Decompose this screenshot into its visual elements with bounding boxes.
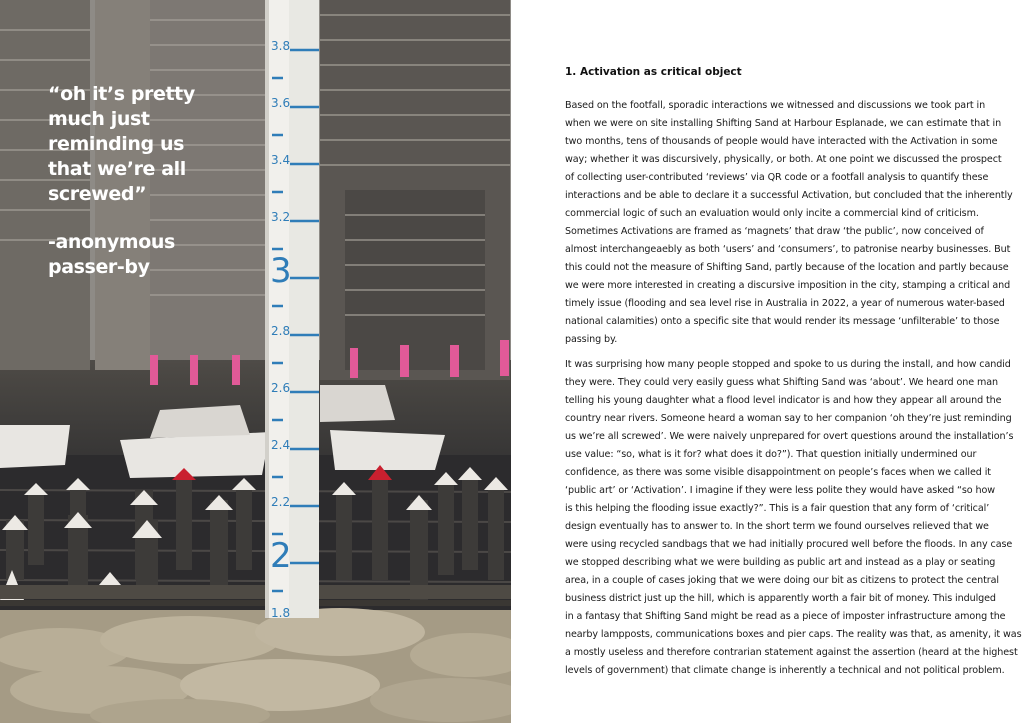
text-line: timely issue (flooding and sea level rise in Australia in 2022, a year of numerous water-based — [565, 298, 1005, 309]
quote-line: “oh it’s pretty — [48, 83, 195, 105]
text-line: nearby lampposts, communications boxes and pier caps. The reality was that, as amenity, it was — [565, 629, 1022, 640]
text-line: ‘public art’ or ‘Activation’. I imagine if they were less polite they would have asked “so how — [565, 485, 995, 496]
body-paragraph-2 — [565, 356, 1022, 680]
text-line: they were. They could very easily guess what Shifting Sand was ‘about’. We heard one man — [565, 377, 998, 388]
gauge-label: 3.4 — [271, 153, 291, 167]
quote-line: much just — [48, 108, 150, 130]
text-page — [511, 0, 1023, 723]
attribution-line: passer-by — [48, 256, 150, 278]
gauge-label: 2.8 — [271, 324, 291, 338]
text-line: country near rivers. Someone heard a woman say to her companion ‘oh they’re just reminding — [565, 413, 1012, 424]
text-line: commercial logic of such an evaluation would only incite a commercial kind of criticism. — [565, 208, 979, 219]
sandbags — [0, 608, 511, 723]
gauge-label: 2.2 — [271, 495, 291, 509]
text-line: a mostly useless and therefore contrarian statement against the assertion (heard at the highest — [565, 647, 1018, 658]
quote-attribution — [48, 230, 248, 280]
text-line: almost interchangeaebly as both ‘users’ and ‘consumers’, to patronise nearby businesses. But — [565, 244, 1011, 255]
text-line: national calamities) onto a specific site that would render its message ‘unfilterable’ to those — [565, 316, 1000, 327]
gauge-label: 3 — [270, 251, 292, 291]
photo-page — [0, 0, 511, 723]
text-line: of collecting user-contributed ‘reviews’ via QR code or a footfall analysis to quantify these — [565, 172, 989, 183]
text-line: us we’re all screwed’. We were naively unprepared for overt questions around the installation’s — [565, 431, 1014, 442]
quote-line: that we’re all — [48, 158, 186, 180]
quote-line: reminding us — [48, 133, 184, 155]
text-line: interactions and be able to declare it a successful Activation, but concluded that the inherently — [565, 190, 1013, 201]
text-line: when we were on site installing Shifting Sand at Harbour Esplanade, we can estimate that in — [565, 118, 1002, 129]
quote-line: screwed” — [48, 183, 147, 205]
gauge-label: 3.6 — [271, 96, 291, 110]
text-line: in a fantasy that Shifting Sand might be read as a piece of imposter infrastructure among the — [565, 611, 1006, 622]
text-line: confidence, as there was some visible disappointment on people’s faces when we called it — [565, 467, 991, 478]
body-paragraph-1 — [565, 97, 1013, 349]
gauge-label: 2 — [270, 536, 292, 576]
text-line: were using recycled sandbags that we had initially procured well before the floods. In any case — [565, 539, 1013, 550]
gauge-label: 2.6 — [271, 381, 291, 395]
text-line: design eventually has to answer to. In the short term we found ourselves relieved that we — [565, 521, 989, 532]
section-heading: 1. Activation as critical object — [565, 66, 742, 78]
gauge-label: 3.8 — [271, 39, 291, 53]
text-line: use value: “so, what is it for? what does it do?”). That question initially undermined our — [565, 449, 977, 460]
text-line: telling his young daughter what a flood level indicator is and how they appear all around the — [565, 395, 1002, 406]
gauge-label: 1.8 — [271, 606, 291, 620]
text-line: area, in a couple of cases joking that we were doing our bit as citizens to protect the central — [565, 575, 999, 586]
text-line: Based on the footfall, sporadic interactions we witnessed and discussions we took part in — [565, 100, 986, 111]
text-line: It was surprising how many people stopped and spoke to us during the install, and how candid — [565, 359, 1011, 370]
gauge-label: 2.4 — [271, 438, 291, 452]
text-line: Sometimes Activations are framed as ‘magnets’ that draw ‘the public’, now conceived of — [565, 226, 984, 237]
pull-quote — [48, 82, 258, 207]
text-line: levels of government) that climate change is inherently a technical and not political problem. — [565, 665, 1005, 676]
attribution-line: -anonymous — [48, 231, 175, 253]
flood-level-gauge — [265, 0, 319, 618]
text-line: this could not the measure of Shifting Sand, partly because of the location and partly because — [565, 262, 1009, 273]
text-line: we stopped describing what we were building as public art and instead as a play or seating — [565, 557, 996, 568]
text-line: two months, tens of thousands of people would have interacted with the Activation in some — [565, 136, 998, 147]
text-line: passing by. — [565, 334, 618, 345]
text-line: is this helping the flooding issue exactly?”. This is a fair question that any form of ‘critical’ — [565, 503, 990, 514]
gauge-label: 3.2 — [271, 210, 291, 224]
text-line: we were more interested in creating a discursive imposition in the city, stamping a critical and — [565, 280, 1011, 291]
text-line: business district just up the hill, which is apparently worth a fair bit of money. This indulged — [565, 593, 996, 604]
text-line: way; whether it was discursively, physically, or both. At one point we discussed the prospect — [565, 154, 1002, 165]
